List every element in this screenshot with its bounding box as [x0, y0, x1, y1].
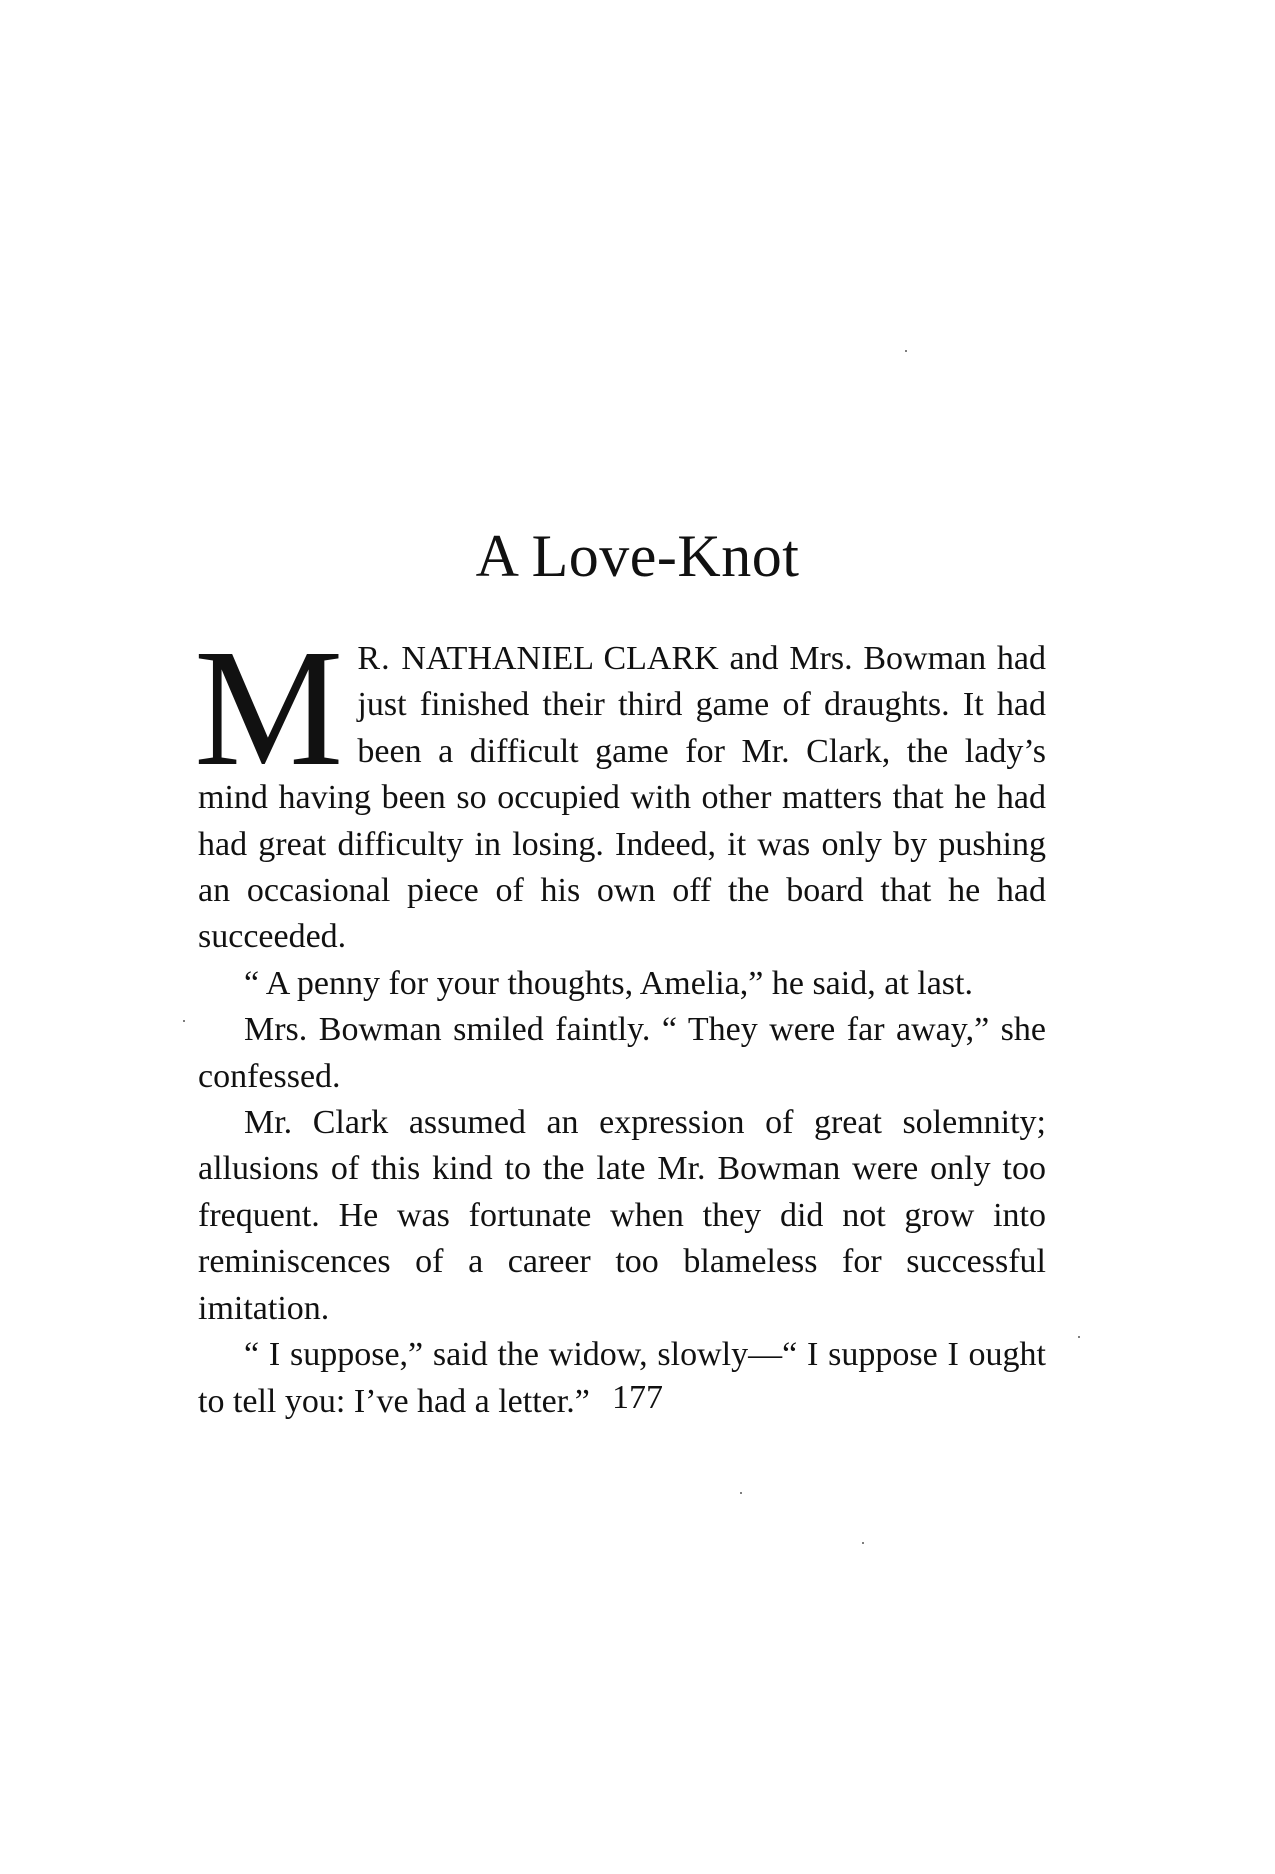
- paragraph-3: Mrs. Bowman smiled faintly. “ They were far away,” she confessed.: [198, 1011, 1046, 1095]
- scan-speck: [740, 1492, 742, 1494]
- paragraph-2: “ A penny for your thoughts, Amelia,” he said, at last.: [244, 964, 973, 1002]
- first-word-rest: R.: [357, 640, 391, 677]
- drop-cap: M: [194, 615, 344, 801]
- page-number: 177: [612, 1379, 663, 1416]
- paragraph-1-text: NATHANIEL CLARK and Mrs. Bowman had just finished their third game of draughts. It had been a difficult game for Mr. Clark, the lady’s mind having been so occupied with other matters that he had had great difficulty in losing. Indeed, it was only by pushing an occasional piece of his own off the board that he had succeeded.: [198, 640, 1046, 956]
- scan-speck: [183, 1020, 185, 1022]
- paragraph-5: “ I suppose,” said the widow, slowly—“ I suppose I ought to tell you: I’ve had a letter.”: [198, 1336, 1046, 1420]
- scan-speck: [862, 1542, 864, 1544]
- scan-speck: [905, 350, 907, 352]
- paragraph-4: Mr. Clark assumed an expression of great solemnity; allusions of this kind to the late Mr. Bowman were only too frequent. He was fortunate when they did not grow into reminiscences of a career too blameless for successful imitation.: [198, 1104, 1046, 1327]
- chapter-title: A Love-Knot: [475, 523, 800, 589]
- chapter-body: [194, 615, 1046, 1425]
- scan-speck: [1078, 1336, 1080, 1338]
- paragraph-1: [194, 615, 1046, 961]
